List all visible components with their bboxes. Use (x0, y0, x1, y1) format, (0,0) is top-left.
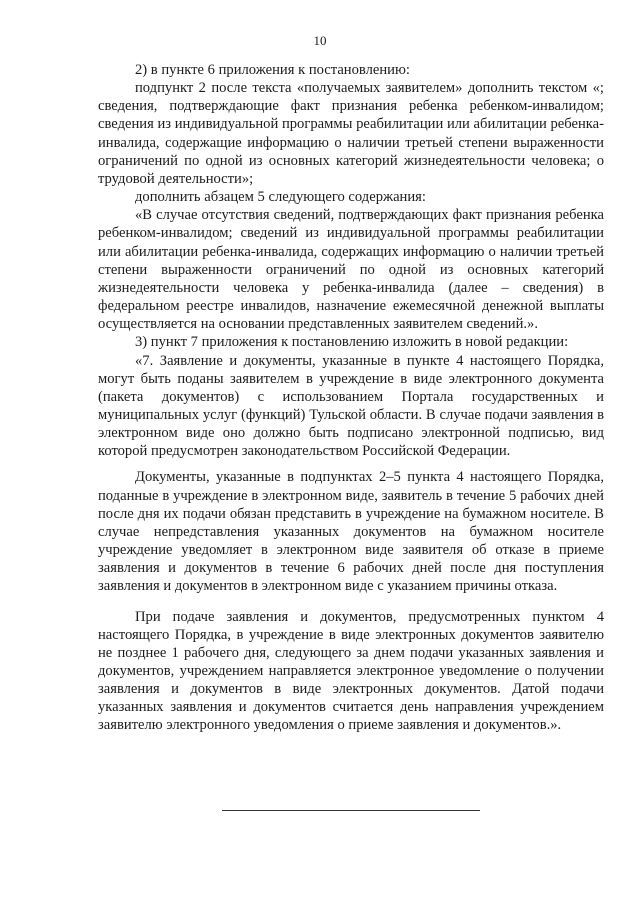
page-number: 10 (313, 33, 327, 48)
paragraph-abzac-5-text: «В случае отсутствия сведений, подтверждающих факт признания ребенка ребенком-инвалидом; сведений из индивидуальной программы реабилитации или абилитации ребенка-инвалида, содержащих информацию о наличии третьей степени выраженности ограничений по одной из основных категорий жизнедеятельности человека у ребенка-инвалида (далее – сведения) в федеральном реестре инвалидов, назначение ежемесячной денежной выплаты осуществляется на основании представленных заявителем сведений.». (98, 207, 604, 333)
paragraph-add-abzac-5: дополнить абзацем 5 следующего содержания: (135, 189, 426, 206)
paragraph-subpoint-2-amendment: подпункт 2 после текста «получаемых заявителем» дополнить текстом «; сведения, подтверждающие факт признания ребенка ребенком-инвалидом; сведения из индивидуальной программы реабилитации или абилитации ребенка-инвалида, содержащие информацию о наличии третьей степени выраженности ограничений по одной из основных категорий жизнедеятельности человека; о трудовой деятельности»; (98, 80, 604, 187)
paragraph-point-7-text: «7. Заявление и документы, указанные в пункте 4 настоящего Порядка, могут быть поданы заявителем в учреждение в виде электронного документа (пакета документов) с использованием Портала государственных и муниципальных услуг (функций) Тульской области. В случае подачи заявления в электронном виде оно должно быть подписано электронной подписью, вид которой предусмотрен законодательством Российской Федерации. (98, 352, 604, 460)
document-body (98, 61, 604, 735)
paragraph-item-2: 2) в пункте 6 приложения к постановлению: (135, 62, 410, 78)
paragraph-item-3: 3) пункт 7 приложения к постановлению изложить в новой редакции: (135, 334, 569, 351)
paragraph-documents-paper: Документы, указанные в подпунктах 2–5 пункта 4 настоящего Порядка, поданные в учреждение в электронном виде, заявитель в течение 5 рабочих дней после дня их подачи обязан представить в учреждение на бумажном носителе. В случае непредставления указанных документов на бумажном носителе учреждение уведомляет в электронном виде заявителя об отказе в приеме заявления и документов в течение 6 рабочих дней после дня поступления заявления и документов в электронном виде с указанием причины отказа. (98, 469, 604, 595)
paragraph-electronic-notice: При подаче заявления и документов, предусмотренных пунктом 4 настоящего Порядка, в учреждение в виде электронных документов заявителю не позднее 1 рабочего дня, следующего за днем подачи указанных заявления и документов, учреждением направляется электронное уведомление о получении заявления и документов в виде электронных документов. Датой подачи указанных заявления и документов считается день направления учреждением заявителю электронного уведомления о приеме заявления и документов.». (98, 608, 604, 734)
closing-rule (222, 810, 480, 811)
